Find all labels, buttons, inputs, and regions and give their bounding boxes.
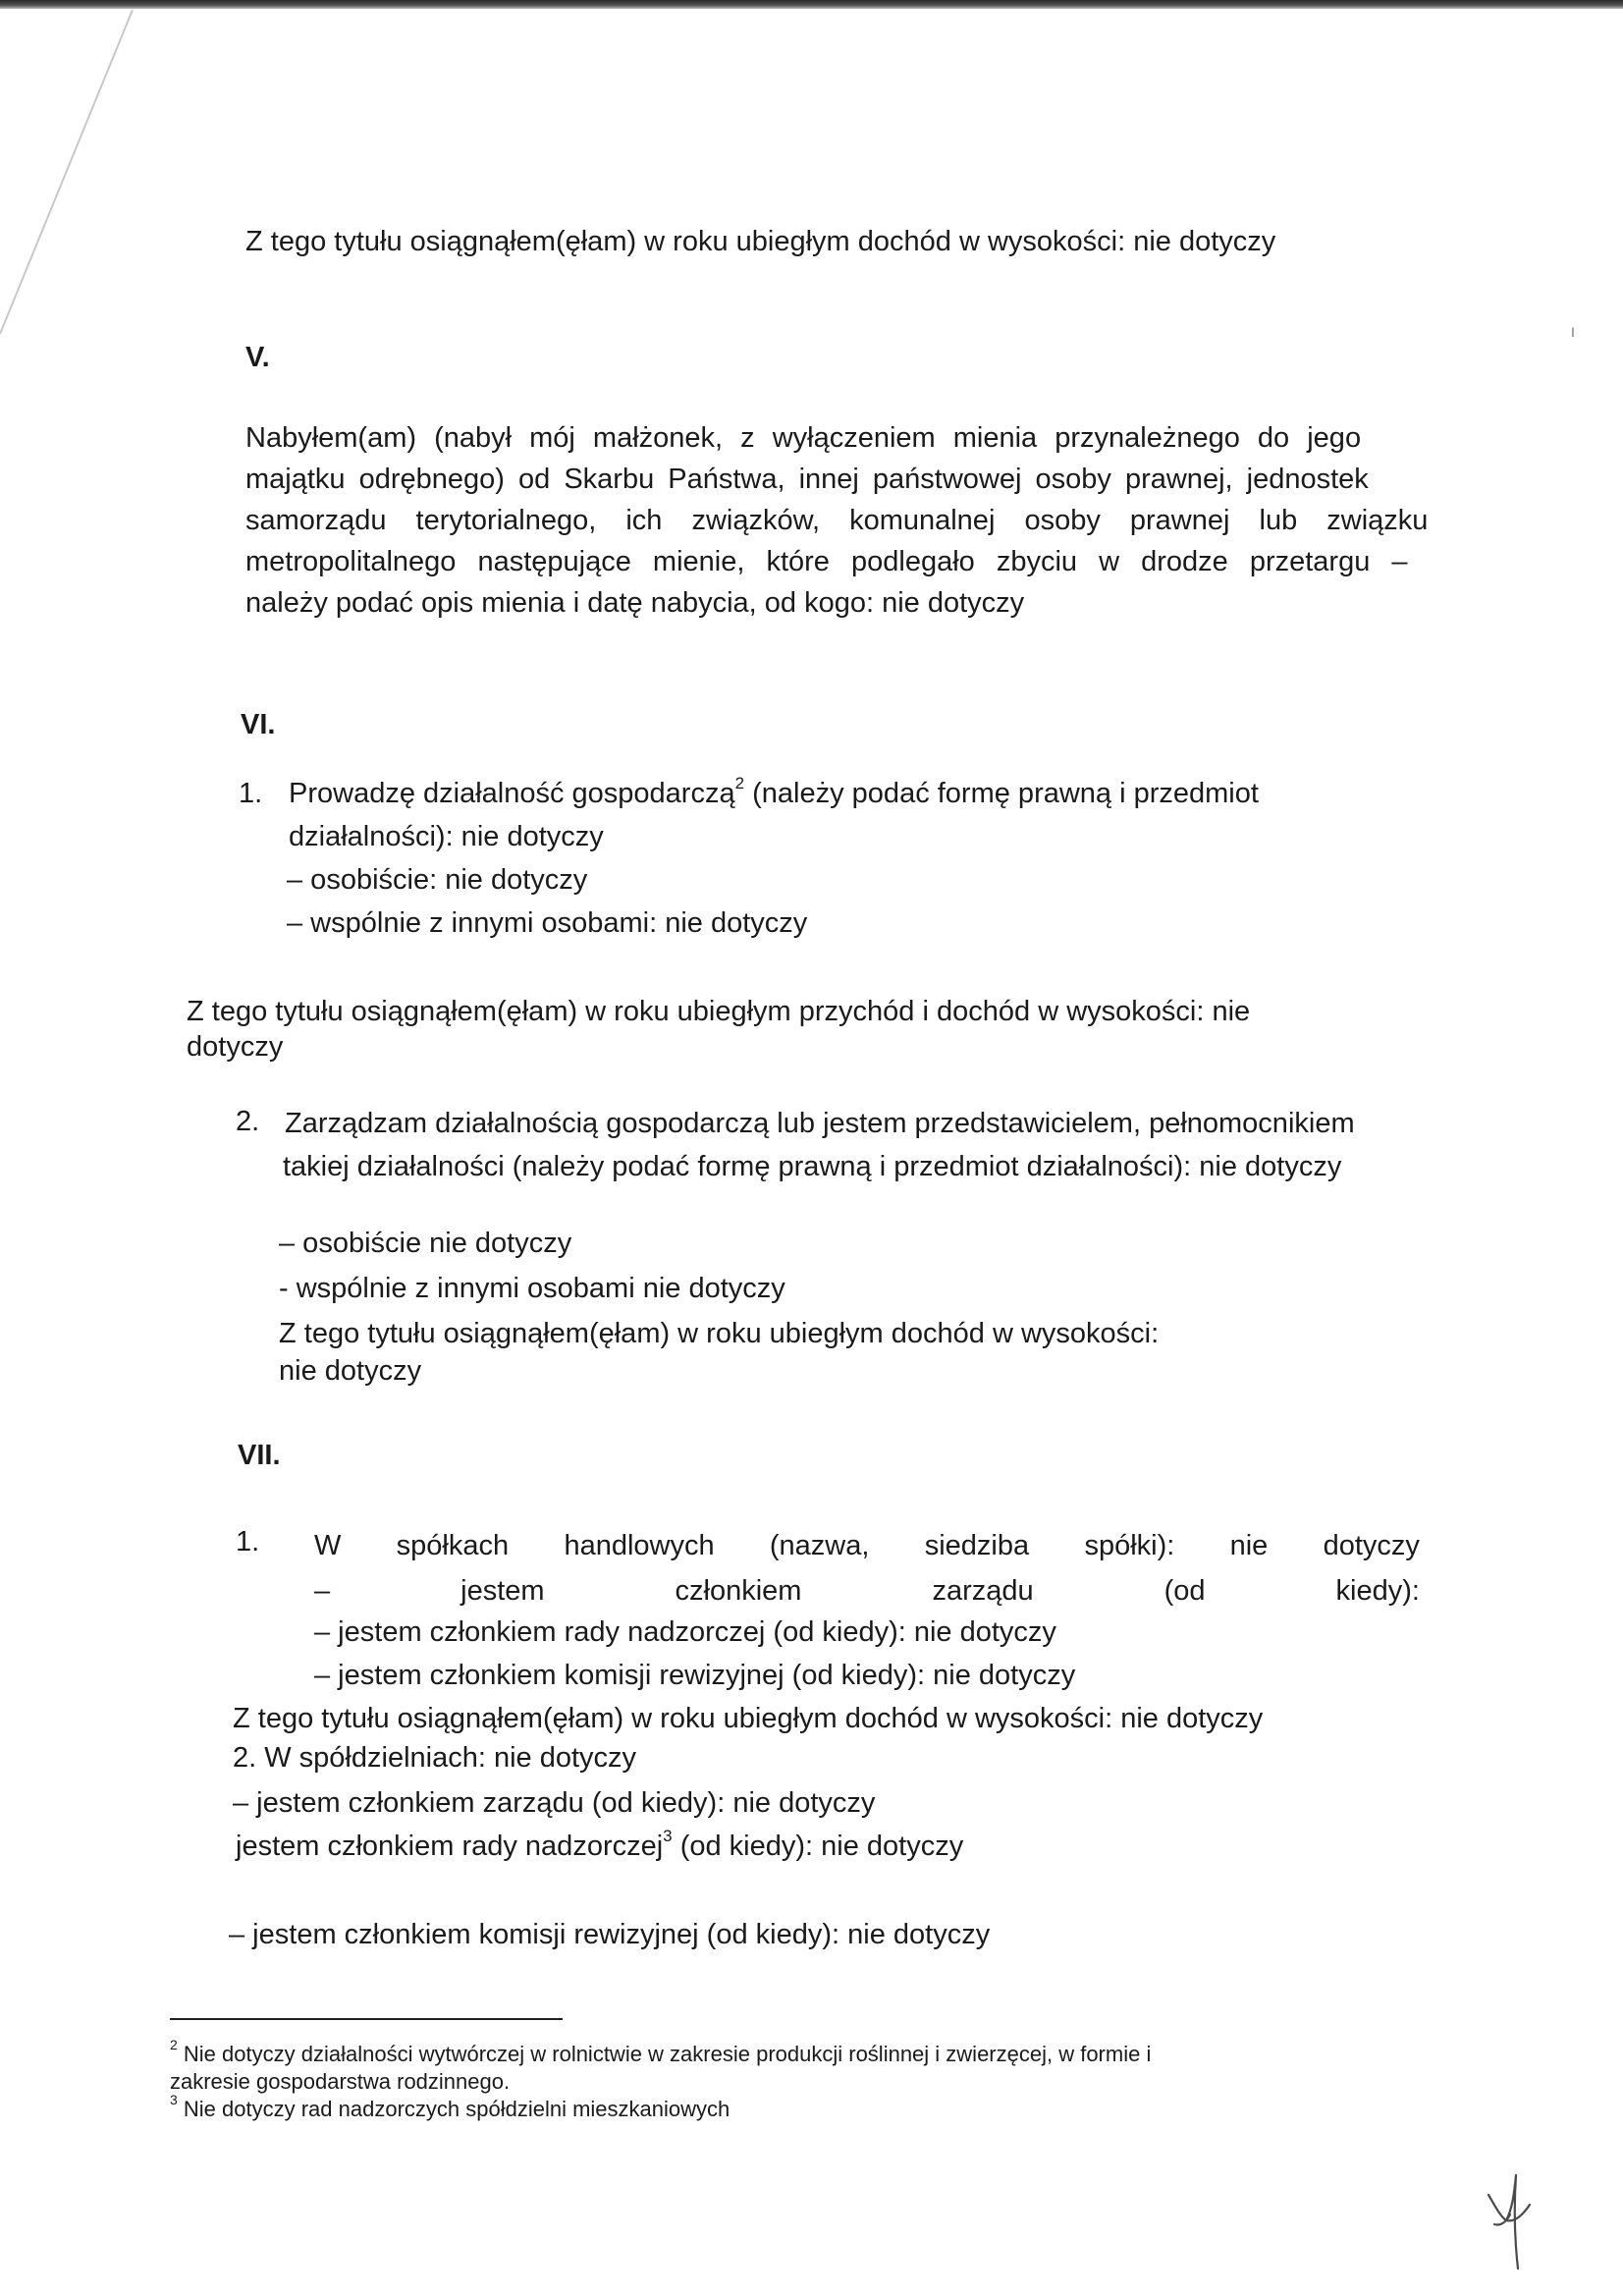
- section-vii-item2-line-1: 2. W spółdzielniach: nie dotyczy: [233, 1742, 637, 1774]
- row2-word: kiedy):: [1335, 1575, 1420, 1607]
- section-vi-item2-line-6: nie dotyczy: [279, 1355, 422, 1387]
- section-vi-item1-line-3: – osobiście: nie dotyczy: [287, 864, 588, 896]
- row1-word: spółkach: [396, 1530, 510, 1561]
- section-vi-income-line-2: dotyczy: [187, 1031, 284, 1063]
- row1-word: siedziba: [924, 1530, 1030, 1561]
- margin-mark: I: [1571, 324, 1575, 340]
- row1-word: spółki):: [1084, 1530, 1175, 1561]
- section-vi-item1-line-2: działalności): nie dotyczy: [289, 821, 604, 852]
- row1-word: dotyczy: [1323, 1530, 1420, 1561]
- section-vii-item2-line-4: – jestem członkiem komisji rewizyjnej (od kiedy): nie dotyczy: [229, 1919, 991, 1950]
- footnote-ref-2: 2: [734, 774, 745, 793]
- scan-top-edge: [0, 0, 1623, 9]
- handwritten-initials: [1481, 2165, 1540, 2273]
- section-vii-item2-text-b: (od kiedy): nie dotyczy: [672, 1831, 964, 1862]
- row1-word: (nazwa,: [769, 1530, 870, 1561]
- section-vi-item2-line-5: Z tego tytułu osiągnąłem(ęłam) w roku ubiegłym dochód w wysokości:: [279, 1318, 1160, 1349]
- section-vii-item2-line-3: [236, 1829, 963, 1864]
- section-vi-item1-line-1: [289, 776, 1259, 811]
- section-vi-item2-number: 2.: [236, 1106, 260, 1137]
- section-vi-item1-text-b: (należy podać formę prawną i przedmiot: [744, 778, 1259, 809]
- section-v-line-1-text: Nabyłem(am) (nabył mój małżonek, z wyłączeniem mienia przynależnego do jego: [245, 422, 1362, 454]
- footnote-ref-3: 3: [663, 1827, 673, 1846]
- row1-word: nie: [1229, 1530, 1269, 1561]
- footnote-2-line-2: zakresie gospodarstwa rodzinnego.: [170, 2069, 511, 2094]
- section-vii-heading: VII.: [238, 1440, 281, 1471]
- footnote-2-line-1: [170, 2036, 1152, 2068]
- scan-fold-line: [0, 0, 167, 354]
- footnote-3-line-1: [170, 2091, 730, 2123]
- section-v-last-line: należy podać opis mienia i datę nabycia, od kogo: nie dotyczy: [245, 587, 1025, 619]
- row2-word: członkiem: [675, 1575, 802, 1607]
- section-vi-item2-line-2: takiej działalności (należy podać formę prawną i przedmiot działalności): nie dotyczy: [283, 1151, 1342, 1182]
- section-v-heading: V.: [245, 342, 270, 373]
- section-v-line-2: majątku odrębnego) od Skarbu Państwa, innej państwowej osoby prawnej, jednostek: [245, 464, 1369, 495]
- row1-word: handlowych: [564, 1530, 715, 1561]
- section-vii-item1-number: 1.: [236, 1526, 260, 1558]
- footnote-3-text: Nie dotyczy rad nadzorczych spółdzielni mieszkaniowych: [177, 2097, 730, 2121]
- section-vi-heading: VI.: [241, 709, 276, 740]
- income-line-top: Z tego tytułu osiągnąłem(ęłam) w roku ubiegłym dochód w wysokości: nie dotyczy: [245, 226, 1276, 257]
- footnote-separator: [170, 2018, 563, 2020]
- section-vii-item1-row-2: [314, 1573, 1420, 1609]
- section-vi-income-line-1: Z tego tytułu osiągnąłem(ęłam) w roku ubiegłym przychód i dochód w wysokości: nie: [187, 996, 1251, 1027]
- row2-word: –: [314, 1575, 331, 1607]
- section-vii-income-line: Z tego tytułu osiągnąłem(ęłam) w roku ubiegłym dochód w wysokości: nie dotyczy: [233, 1703, 1264, 1734]
- footnote-2-marker: 2: [170, 2036, 178, 2052]
- row2-word: zarządu: [932, 1575, 1034, 1607]
- section-vi-item1-number: 1.: [239, 778, 263, 809]
- section-v-line-4: metropolitalnego następujące mienie, które podlegało zbyciu w drodze przetargu –: [245, 546, 1408, 577]
- section-vi-item1-text-a: Prowadzę działalność gospodarczą: [289, 778, 735, 809]
- section-vii-item1-row-1: [314, 1528, 1420, 1563]
- section-vii-item1-line-4: – jestem członkiem komisji rewizyjnej (od kiedy): nie dotyczy: [314, 1660, 1076, 1691]
- section-vii-item1-line-3: – jestem członkiem rady nadzorczej (od kiedy): nie dotyczy: [314, 1616, 1056, 1648]
- row2-word: jestem: [460, 1575, 545, 1607]
- section-v-line-1: [245, 420, 1438, 456]
- section-vi-item2-line-3: – osobiście nie dotyczy: [279, 1228, 572, 1259]
- row2-word: (od: [1163, 1575, 1206, 1607]
- section-vii-item2-line-2: – jestem członkiem zarządu (od kiedy): nie dotyczy: [233, 1787, 876, 1819]
- section-vii-item2-text-a: jestem członkiem rady nadzorczej: [236, 1831, 664, 1862]
- section-vi-item1-line-4: – wspólnie z innymi osobami: nie dotyczy: [287, 907, 808, 939]
- footnote-2-text: Nie dotyczy działalności wytwórczej w rolnictwie w zakresie produkcji roślinnej i zwierzęcej, w formie i: [177, 2042, 1152, 2066]
- section-vi-item2-line-4: - wspólnie z innymi osobami nie dotyczy: [279, 1273, 785, 1304]
- row1-word: W: [314, 1530, 342, 1561]
- section-v-line-3: samorządu terytorialnego, ich związków, komunalnej osoby prawnej lub związku: [245, 505, 1429, 536]
- footnote-3-marker: 3: [170, 2091, 178, 2107]
- section-vi-item2-line-1: Zarządzam działalnością gospodarczą lub jestem przedstawicielem, pełnomocnikiem: [285, 1108, 1355, 1139]
